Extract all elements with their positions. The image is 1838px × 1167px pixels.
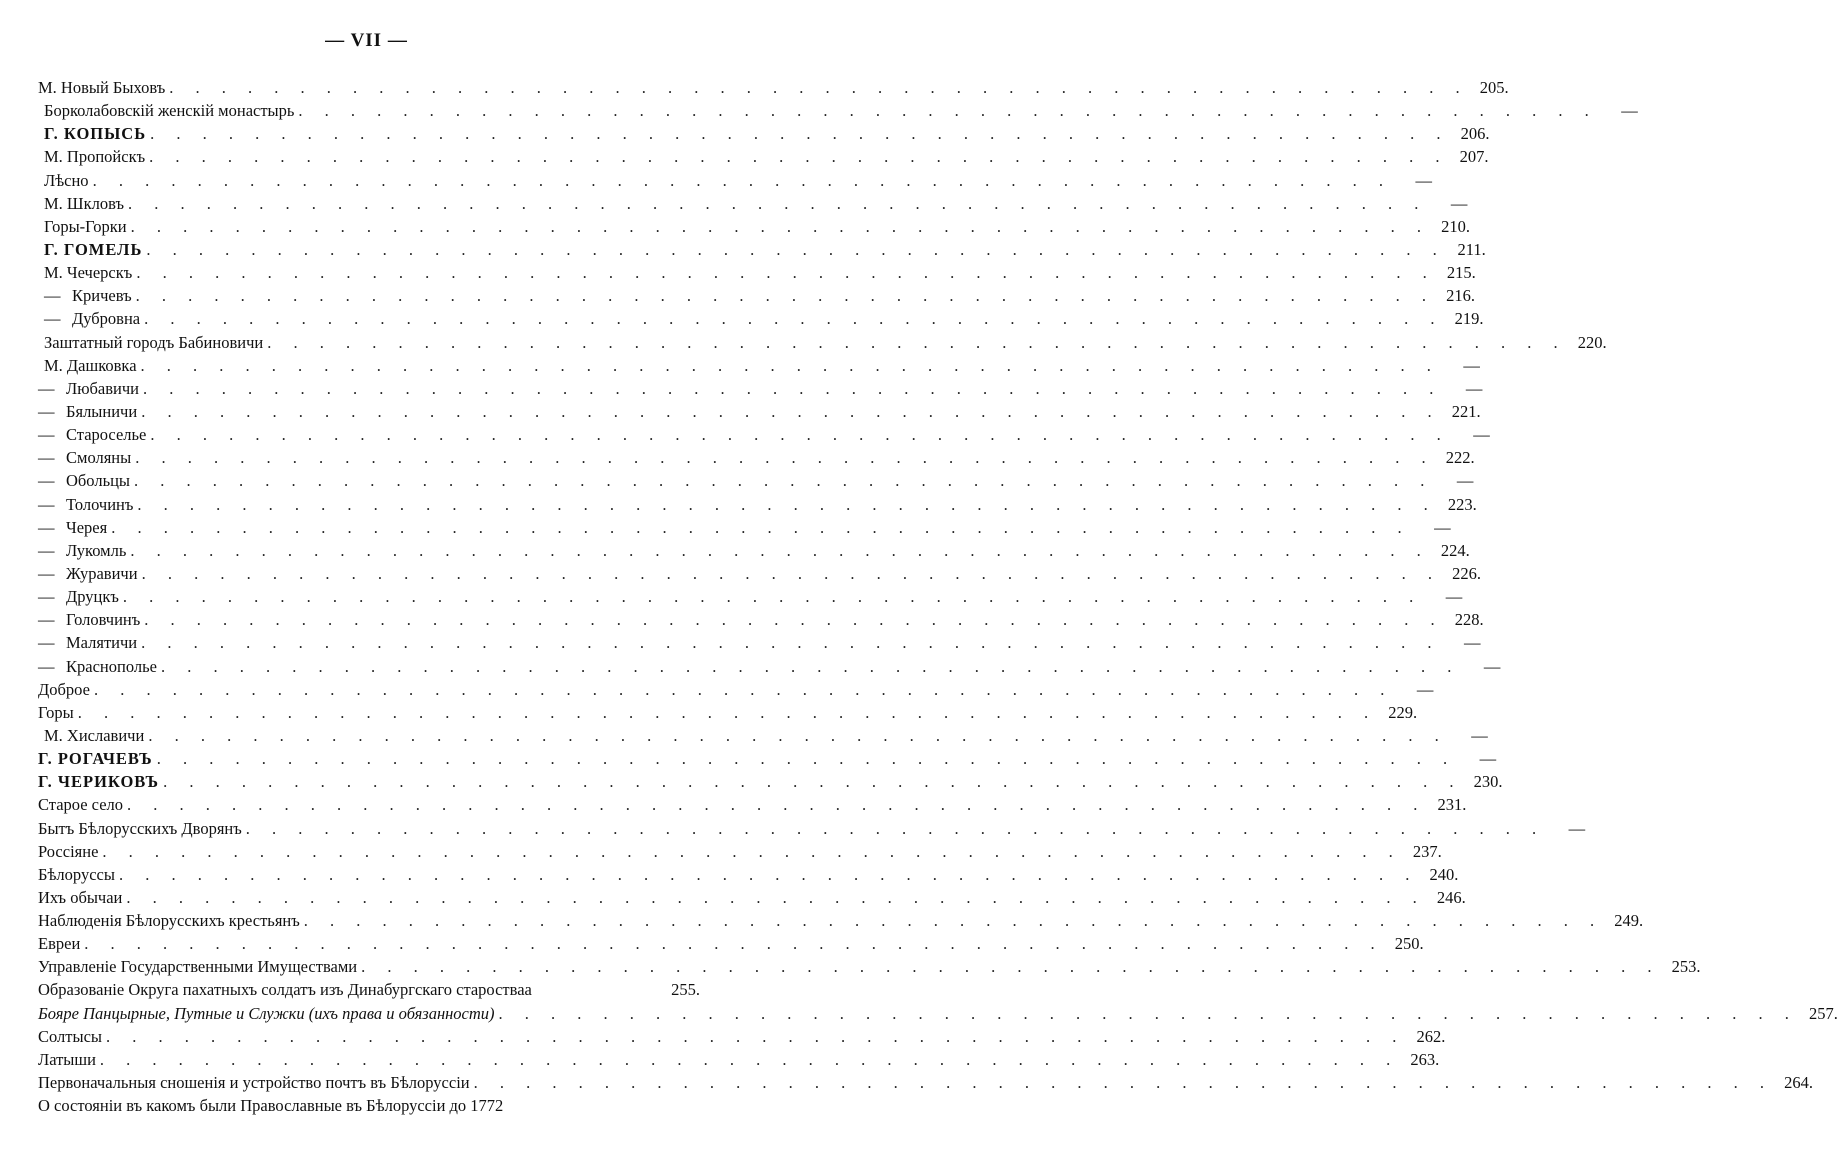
toc-entry-title [38, 793, 127, 816]
toc-entry [38, 863, 1459, 886]
leader-dots: . . . . . . . . . . . . . . . . . . . . . . . . . . . . . . . . . . . . . . . . . . . . . . . . . . [141, 401, 1441, 421]
toc-entry [38, 955, 1701, 978]
toc-entry-text: Борколабовскій женскій монастырь [44, 101, 295, 121]
toc-entry-title [38, 446, 135, 469]
toc-entry-page: — [1568, 818, 1586, 838]
leader-dots: . . . . . . . . . . . . . . . . . . . . . . . . . . . . . . . . . . . . . . . . . . . . . . . . . . [148, 725, 1448, 745]
toc-entry-text: Кричевъ [72, 286, 132, 306]
leader-dots: . . . . . . . . . . . . . . . . . . . . . . . . . . . . . . . . . . . . . . . . . . . . . . . . . . [150, 425, 1450, 445]
toc-entry-title [38, 909, 304, 932]
toc-entry-text: Латыши [38, 1049, 96, 1069]
toc-entry-title [38, 169, 93, 192]
toc-entry-text: Первоначальныя сношенія и устройство почтъ въ Бѣлоруссіи [38, 1073, 470, 1093]
leader-dots: . . . . . . . . . . . . . . . . . . . . . . . . . . . . . . . . . . . . . . . . . . . . . . . . . . [136, 263, 1436, 283]
toc-entry-title [38, 863, 119, 886]
toc-entry [38, 840, 1442, 863]
leader-dots: . . . . . . . . . . . . . . . . . . . . . . . . . . . . . . . . . . . . . . . . . . . . . . . . . . [137, 494, 1437, 514]
toc-entry [38, 238, 1486, 261]
toc-entry-text: Черея [66, 517, 108, 537]
leader-dots: . . . . . . . . . . . . . . . . . . . . . . . . . . . . . . . . . . . . . . . . . . . . . . . . . . [130, 540, 1430, 560]
toc-entry-title [38, 215, 131, 238]
toc-entry-title [38, 539, 130, 562]
toc-entry-title [38, 886, 126, 909]
toc-entry-title [38, 585, 123, 608]
ditto-dash: — [38, 517, 55, 537]
toc-entry-text: Журавичи [66, 563, 138, 583]
toc-entry-page: 205. [1479, 78, 1509, 97]
toc-entry [38, 793, 1467, 816]
toc-entry-text: М. Хиславичи [44, 725, 145, 745]
toc-entry-title [38, 955, 361, 978]
toc-entry-page: — [1450, 193, 1468, 213]
ditto-dash: — [38, 610, 55, 630]
toc-entry-page: 226. [1452, 563, 1481, 583]
toc-entry-text: Россіяне [38, 841, 99, 861]
toc-entry [38, 631, 1481, 654]
toc-entry-title [38, 817, 246, 840]
leader-dots: . . . . . . . . . . . . . . . . . . . . . . . . . . . . . . . . . . . . . . . . . . . . . . . . . . [303, 911, 1604, 931]
toc-entry-title [38, 238, 146, 261]
toc-entry-title [38, 747, 157, 770]
toc-entry-page: 255. [671, 980, 700, 1000]
toc-entry [38, 516, 1451, 539]
toc-entry-page: 230. [1473, 772, 1503, 792]
toc-entry-text: Управленіе Государственными Имуществами [38, 957, 358, 977]
toc-entry [38, 608, 1484, 631]
leader-dots: . . . . . . . . . . . . . . . . . . . . . . . . . . . . . . . . . . . . . . . . . . . . . . . . . . [118, 864, 1419, 884]
toc-entry-page: — [1434, 517, 1451, 537]
toc-entry-page: — [1473, 425, 1490, 445]
leader-dots: . . . . . . . . . . . . . . . . . . . . . . . . . . . . . . . . . . . . . . . . . . . . . . . . . . [150, 124, 1450, 144]
toc-entry-text: Образованіе Округа пахатныхъ солдатъ изъ Динабургскаго старостваа [38, 980, 532, 1000]
toc-entry-page: 224. [1440, 540, 1470, 560]
toc-entry-text: М. Дашковка [44, 355, 137, 375]
leader-dots: . . . . . . . . . . . . . . . . . . . . . . . . . . . . . . . . . . . . . . . . . . . . . . . . . . [498, 1003, 1798, 1023]
leader-dots: . . . . . . . . . . . . . . . . . . . . . . . . . . . . . . . . . . . . . . . . . . . . . . . . . . [77, 702, 1378, 722]
leader-dots: . . . . . . . . . . . . . . . . . . . . . . . . . . . . . . . . . . . . . . . . . . . . . . . . . . [127, 795, 1427, 815]
toc-entry [38, 400, 1481, 423]
toc-entry-text: Любавичи [66, 378, 139, 398]
toc-entry [38, 701, 1418, 724]
toc-entry-text: О состояніи въ какомъ были Православные въ Бѣлоруссіи до 1772 [38, 1096, 504, 1116]
toc-entry-page: 264. [1784, 1073, 1813, 1093]
ditto-dash: — [38, 633, 55, 653]
toc-entry-text: Бояре Панцырные, Путные и Служки (ихъ права и обязанности) [38, 1003, 495, 1023]
toc-entry-text: Краснополье [66, 656, 157, 676]
toc-entry-title [38, 192, 128, 215]
toc-entry-page: 253. [1671, 957, 1701, 977]
leader-dots: . . . . . . . . . . . . . . . . . . . . . . . . . . . . . . . . . . . . . . . . . . . . . . . . . . [163, 772, 1463, 792]
toc-entry [38, 817, 1586, 840]
ditto-dash: — [44, 286, 61, 306]
leader-dots: . . . . . . . . . . . . . . . . . . . . . . . . . . . . . . . . . . . . . . . . . . . . . . . . . . [111, 517, 1411, 537]
toc-entry-text: Ихъ обычаи [38, 887, 123, 907]
toc-entry-text: Заштатный городъ Бабиновичи [44, 332, 264, 352]
toc-entry [38, 539, 1470, 562]
toc-entry-title [38, 978, 536, 1001]
table-of-contents [38, 76, 1838, 1117]
leader-dots: . . . . . . . . . . . . . . . . . . . . . . . . . . . . . . . . . . . . . . . . . . . . . . . . . . [122, 587, 1423, 607]
toc-entry-title [38, 261, 136, 284]
toc-entry [38, 261, 1476, 284]
toc-entry [38, 909, 1644, 932]
toc-entry-page: 215. [1446, 263, 1476, 283]
toc-entry [38, 678, 1434, 701]
toc-entry-page: 207. [1459, 147, 1489, 167]
toc-entry-page: — [1456, 471, 1474, 491]
toc-entry [38, 76, 1509, 99]
toc-entry-title [38, 608, 144, 631]
toc-entry [38, 377, 1483, 400]
toc-entry-title [38, 701, 78, 724]
leader-dots: . . . . . . . . . . . . . . . . . . . . . . . . . . . . . . . . . . . . . . . . . . . . . . . . . . [140, 355, 1440, 375]
toc-entry [38, 446, 1475, 469]
toc-entry-page: 237. [1412, 841, 1442, 861]
toc-entry [38, 192, 1468, 215]
toc-entry [38, 747, 1497, 770]
toc-entry [38, 307, 1484, 330]
leader-dots: . . . . . . . . . . . . . . . . . . . . . . . . . . . . . . . . . . . . . . . . . . . . . . . . . . [298, 101, 1598, 121]
ditto-dash: — [38, 471, 55, 491]
toc-entry-page: — [1445, 587, 1463, 607]
ditto-dash: — [44, 309, 61, 329]
toc-entry-page: 222. [1445, 448, 1475, 468]
toc-entry-page: 210. [1441, 216, 1470, 236]
toc-entry-title [38, 354, 141, 377]
leader-dots: . . . . . . . . . . . . . . . . . . . . . . . . . . . . . . . . . . . . . . . . . . . . . . . . . . [144, 309, 1444, 329]
toc-entry-title [38, 516, 111, 539]
toc-entry-text: Дубровна [72, 309, 141, 329]
toc-entry-text: Г. КОПЫСЬ [44, 124, 147, 144]
leader-dots: . . . . . . . . . . . . . . . . . . . . . . . . . . . . . . . . . . . . . . . . . . . . . . . . . . [92, 170, 1392, 190]
toc-entry-text: Староселье [66, 425, 147, 445]
toc-entry [38, 122, 1490, 145]
toc-entry-page: 223. [1447, 494, 1477, 514]
toc-entry-title [38, 840, 102, 863]
toc-entry [38, 493, 1477, 516]
toc-entry [38, 145, 1489, 168]
leader-dots: . . . . . . . . . . . . . . . . . . . . . . . . . . . . . . . . . . . . . . . . . . . . . . . . . . [156, 749, 1457, 769]
toc-entry-page: — [1415, 170, 1432, 190]
ditto-dash: — [38, 563, 55, 583]
toc-entry [38, 423, 1490, 446]
toc-entry-title [38, 76, 169, 99]
toc-entry-title [38, 423, 150, 446]
toc-entry [38, 562, 1481, 585]
leader-dots: . . . . . . . . . . . . . . . . . . . . . . . . . . . . . . . . . . . . . . . . . . . . . . . . . . [245, 818, 1546, 838]
leader-dots: . . . . . . . . . . . . . . . . . . . . . . . . . . . . . . . . . . . . . . . . . . . . . . . . . . [473, 1073, 1773, 1093]
toc-entry-title [38, 932, 84, 955]
toc-entry-text: Евреи [38, 934, 81, 954]
toc-entry-page: 220. [1577, 332, 1607, 352]
leader-dots: . . . . . . . . . . . . . . . . . . . . . . . . . . . . . . . . . . . . . . . . . . . . . . . . . . [105, 1026, 1406, 1046]
toc-entry-text: Бялыничи [66, 401, 138, 421]
toc-entry-text: Головчинъ [66, 610, 141, 630]
ditto-dash: — [38, 425, 55, 445]
toc-entry-title [38, 99, 298, 122]
toc-entry-text: Старое село [38, 795, 124, 815]
toc-entry-text: Лѣсно [44, 170, 89, 190]
toc-entry-text: Наблюденія Бѣлорусскихъ крестьянъ [38, 911, 300, 931]
toc-entry-page: 263. [1410, 1049, 1440, 1069]
toc-entry [38, 655, 1501, 678]
toc-entry [38, 585, 1463, 608]
toc-entry-page: 240. [1429, 864, 1459, 884]
leader-dots: . . . . . . . . . . . . . . . . . . . . . . . . . . . . . . . . . . . . . . . . . . . . . . . . . . [134, 471, 1434, 491]
ditto-dash: — [38, 448, 55, 468]
toc-entry-page: 221. [1451, 401, 1481, 421]
leader-dots: . . . . . . . . . . . . . . . . . . . . . . . . . . . . . . . . . . . . . . . . . . . . . . . . . . [126, 887, 1426, 907]
leader-dots: . . . . . . . . . . . . . . . . . . . . . . . . . . . . . . . . . . . . . . . . . . . . . . . . . . [102, 841, 1402, 861]
page-number-header: — VII — [325, 30, 408, 51]
toc-entry-text: Бытъ Бѣлорусскихъ Дворянъ [38, 818, 242, 838]
leader-dots: . . . . . . . . . . . . . . . . . . . . . . . . . . . . . . . . . . . . . . . . . . . . . . . . . . [169, 78, 1469, 97]
leader-dots: . . . . . . . . . . . . . . . . . . . . . . . . . . . . . . . . . . . . . . . . . . . . . . . . . . [135, 286, 1435, 306]
leader-dots: . . . . . . . . . . . . . . . . . . . . . . . . . . . . . . . . . . . . . . . . . . . . . . . . . . [141, 633, 1441, 653]
toc-entry-title [38, 562, 142, 585]
toc-entry-page: — [1483, 656, 1501, 676]
toc-entry [38, 1025, 1446, 1048]
toc-entry-text: Г. РОГАЧЕВЪ [38, 749, 153, 769]
toc-entry [38, 215, 1470, 238]
ditto-dash: — [38, 540, 55, 560]
toc-entry-text: М. Новый Быховъ [38, 78, 166, 97]
toc-entry-title [38, 1048, 100, 1071]
toc-entry [38, 978, 700, 1001]
toc-entry-page: — [1465, 378, 1483, 398]
toc-entry-text: Друцкъ [66, 587, 119, 607]
toc-entry-page: 257. [1809, 1003, 1838, 1023]
toc-entry [38, 331, 1607, 354]
toc-entry-page: 249. [1614, 911, 1644, 931]
leader-dots: . . . . . . . . . . . . . . . . . . . . . . . . . . . . . . . . . . . . . . . . . . . . . . . . . . [144, 610, 1444, 630]
toc-entry-page: 211. [1457, 239, 1486, 259]
toc-entry-text: Г. ЧЕРИКОВЪ [38, 772, 160, 792]
toc-entry-title [38, 770, 163, 793]
toc-entry-text: Малятичи [66, 633, 138, 653]
toc-entry-text: М. Шкловъ [44, 193, 124, 213]
toc-entry-page: — [1621, 101, 1638, 121]
toc-entry-text: Смоляны [66, 448, 132, 468]
toc-entry-text: Толочинъ [66, 494, 134, 514]
toc-entry-title [38, 284, 136, 307]
toc-entry-page: 231. [1437, 795, 1467, 815]
ditto-dash: — [38, 587, 55, 607]
toc-entry-title [38, 307, 144, 330]
toc-entry-page: 206. [1460, 124, 1490, 144]
toc-entry [38, 886, 1466, 909]
toc-entry-title [38, 400, 141, 423]
leader-dots: . . . . . . . . . . . . . . . . . . . . . . . . . . . . . . . . . . . . . . . . . . . . . . . . . . [146, 239, 1446, 259]
leader-dots: . . . . . . . . . . . . . . . . . . . . . . . . . . . . . . . . . . . . . . . . . . . . . . . . . . [127, 193, 1428, 213]
toc-entry-page: 228. [1454, 610, 1484, 630]
toc-entry-page: — [1479, 749, 1497, 769]
toc-entry-text: Лукомль [66, 540, 127, 560]
toc-entry [38, 1094, 700, 1117]
leader-dots: . . . . . . . . . . . . . . . . . . . . . . . . . . . . . . . . . . . . . . . . . . . . . . . . . . [141, 563, 1441, 583]
toc-entry [38, 1048, 1440, 1071]
toc-entry-text: М. Пропойскъ [44, 147, 146, 167]
toc-entry-title [38, 678, 94, 701]
leader-dots: . . . . . . . . . . . . . . . . . . . . . . . . . . . . . . . . . . . . . . . . . . . . . . . . . . [99, 1049, 1400, 1069]
toc-entry-page: 262. [1416, 1026, 1446, 1046]
ditto-dash: — [38, 401, 55, 421]
toc-entry-text: Горы [38, 702, 74, 722]
toc-entry-title [38, 631, 141, 654]
toc-entry-title [38, 469, 134, 492]
ditto-dash: — [38, 378, 55, 398]
leader-dots: . . . . . . . . . . . . . . . . . . . . . . . . . . . . . . . . . . . . . . . . . . . . . . . . . . [130, 216, 1430, 236]
toc-entry-page: 229. [1388, 702, 1418, 722]
toc-entry-title [38, 1094, 507, 1117]
toc-entry-text: Бѣлоруссы [38, 864, 115, 884]
toc-entry-title [38, 122, 150, 145]
toc-entry-text: Г. ГОМЕЛЬ [44, 239, 143, 259]
toc-entry [38, 354, 1480, 377]
toc-entry-page: — [1416, 679, 1434, 699]
toc-entry-title [38, 724, 148, 747]
toc-entry-text: Доброе [38, 679, 90, 699]
leader-dots: . . . . . . . . . . . . . . . . . . . . . . . . . . . . . . . . . . . . . . . . . . . . . . . . . . [143, 378, 1443, 398]
toc-entry [38, 169, 1432, 192]
toc-entry-title [38, 1002, 499, 1025]
toc-entry [38, 932, 1424, 955]
leader-dots: . . . . . . . . . . . . . . . . . . . . . . . . . . . . . . . . . . . . . . . . . . . . . . . . . . [160, 656, 1461, 676]
ditto-dash: — [38, 494, 55, 514]
toc-entry [38, 770, 1503, 793]
leader-dots: . . . . . . . . . . . . . . . . . . . . . . . . . . . . . . . . . . . . . . . . . . . . . . . . . . [361, 957, 1661, 977]
toc-entry-page: 219. [1454, 309, 1484, 329]
toc-entry [38, 99, 1638, 122]
toc-entry-title [38, 655, 161, 678]
toc-entry [38, 1002, 1838, 1025]
toc-entry-text: Горы-Горки [44, 216, 127, 236]
toc-entry-text: Солтысы [38, 1026, 102, 1046]
toc-entry [38, 284, 1475, 307]
toc-entry [38, 724, 1488, 747]
toc-entry-page: 250. [1394, 934, 1424, 954]
leader-dots: . . . . . . . . . . . . . . . . . . . . . . . . . . . . . . . . . . . . . . . . . . . . . . . . . . [267, 332, 1567, 352]
toc-entry-text: Обольцы [66, 471, 131, 491]
toc-entry [38, 1071, 1813, 1094]
toc-entry-page: — [1463, 355, 1480, 375]
leader-dots: . . . . . . . . . . . . . . . . . . . . . . . . . . . . . . . . . . . . . . . . . . . . . . . . . . [93, 679, 1394, 699]
toc-entry-title [38, 1025, 106, 1048]
toc-entry-page: 246. [1436, 887, 1466, 907]
toc-entry-page: — [1464, 633, 1481, 653]
toc-entry-page: 216. [1446, 286, 1475, 306]
ditto-dash: — [38, 656, 55, 676]
leader-dots: . . . . . . . . . . . . . . . . . . . . . . . . . . . . . . . . . . . . . . . . . . . . . . . . . . [149, 147, 1449, 167]
toc-entry-title [38, 493, 137, 516]
toc-entry-title [38, 1071, 474, 1094]
toc-entry-page: — [1471, 725, 1488, 745]
leader-dots: . . . . . . . . . . . . . . . . . . . . . . . . . . . . . . . . . . . . . . . . . . . . . . . . . . [84, 934, 1384, 954]
toc-entry-title [38, 377, 143, 400]
toc-entry-title [38, 145, 149, 168]
toc-entry [38, 469, 1474, 492]
leader-dots: . . . . . . . . . . . . . . . . . . . . . . . . . . . . . . . . . . . . . . . . . . . . . . . . . . [135, 448, 1435, 468]
toc-entry-text: М. Чечерскъ [44, 263, 133, 283]
toc-entry-title [38, 331, 267, 354]
